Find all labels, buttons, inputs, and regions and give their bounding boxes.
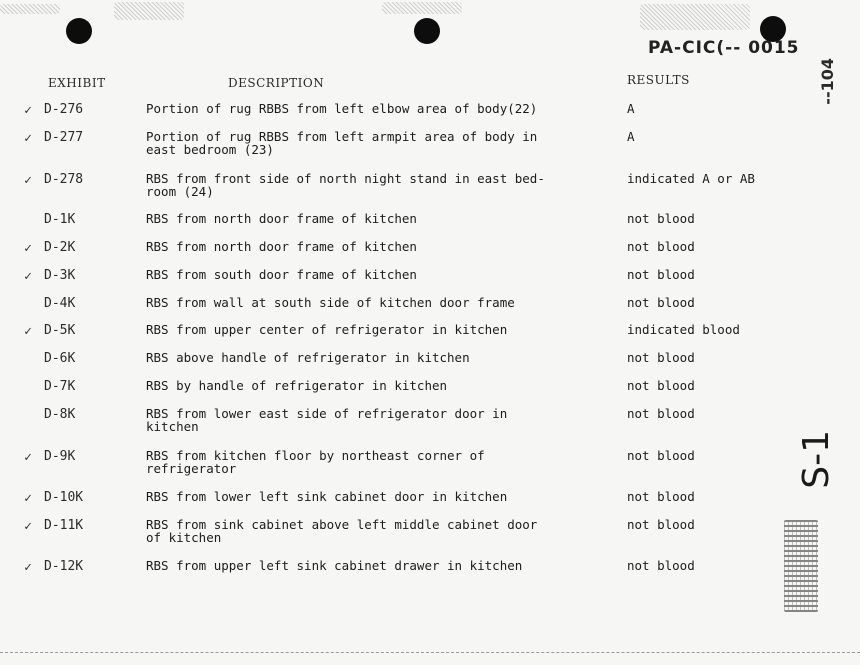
- exhibit-number: D-9K: [44, 449, 76, 464]
- description-column-header: DESCRIPTION: [228, 76, 325, 90]
- exhibit-stamp: [784, 520, 818, 612]
- exhibit-description: RBS from north door frame of kitchen: [146, 239, 417, 254]
- check-mark: ✓: [24, 103, 32, 118]
- exhibit-number: D-2K: [44, 240, 76, 255]
- check-mark: ✓: [24, 519, 32, 534]
- exhibit-description: RBS from front side of north night stand in east bed- room (24): [146, 171, 545, 199]
- exhibit-number: D-4K: [44, 296, 76, 311]
- exhibit-number: D-10K: [44, 490, 84, 505]
- check-mark: ✓: [24, 131, 32, 146]
- side-page-number: --104: [818, 58, 837, 105]
- exhibit-description: RBS from lower east side of refrigerator door in kitchen: [146, 406, 508, 434]
- results-column-header: RESULTS: [627, 73, 690, 87]
- exhibit-description: RBS above handle of refrigerator in kitchen: [146, 350, 470, 365]
- bottom-edge-line: [0, 652, 860, 653]
- exhibit-result: not blood: [627, 406, 695, 421]
- exhibit-number: D-5K: [44, 323, 76, 338]
- exhibit-result: A: [627, 101, 635, 116]
- exhibit-result: not blood: [627, 239, 695, 254]
- exhibit-number: D-6K: [44, 351, 76, 366]
- check-mark: ✓: [24, 241, 32, 256]
- scan-noise: [0, 4, 60, 14]
- scan-noise: [640, 4, 750, 30]
- hole-punch-center: [414, 18, 440, 44]
- check-mark: ✓: [24, 173, 32, 188]
- exhibit-result: not blood: [627, 211, 695, 226]
- exhibit-description: RBS from wall at south side of kitchen door frame: [146, 295, 515, 310]
- exhibit-number: D-8K: [44, 407, 76, 422]
- exhibit-description: RBS from sink cabinet above left middle cabinet door of kitchen: [146, 517, 538, 545]
- exhibit-number: D-3K: [44, 268, 76, 283]
- check-mark: ✓: [24, 324, 32, 339]
- exhibit-result: indicated A or AB: [627, 171, 755, 186]
- exhibit-result: indicated blood: [627, 322, 740, 337]
- exhibit-result: not blood: [627, 350, 695, 365]
- exhibit-description: RBS from south door frame of kitchen: [146, 267, 417, 282]
- exhibit-description: RBS by handle of refrigerator in kitchen: [146, 378, 448, 393]
- exhibit-description: RBS from upper center of refrigerator in kitchen: [146, 322, 508, 337]
- exhibit-number: D-11K: [44, 518, 84, 533]
- scan-noise: [114, 2, 184, 20]
- check-mark: ✓: [24, 269, 32, 284]
- exhibit-result: not blood: [627, 448, 695, 463]
- check-mark: ✓: [24, 450, 32, 465]
- check-mark: ✓: [24, 491, 32, 506]
- exhibit-number: D-1K: [44, 212, 76, 227]
- exhibit-number: D-276: [44, 102, 84, 117]
- exhibit-result: not blood: [627, 489, 695, 504]
- exhibit-result: not blood: [627, 558, 695, 573]
- exhibit-description: Portion of rug RBBS from left elbow area of body(22): [146, 101, 538, 116]
- exhibit-description: RBS from north door frame of kitchen: [146, 211, 417, 226]
- scan-noise: [382, 2, 462, 14]
- exhibit-column-header: EXHIBIT: [48, 76, 106, 90]
- side-exhibit-mark: S-1: [796, 430, 837, 489]
- exhibit-result: not blood: [627, 267, 695, 282]
- exhibit-number: D-278: [44, 172, 84, 187]
- exhibit-result: not blood: [627, 295, 695, 310]
- document-number: PA-CIC(-- 0015: [648, 38, 800, 58]
- check-mark: ✓: [24, 560, 32, 575]
- exhibit-number: D-12K: [44, 559, 84, 574]
- exhibit-result: not blood: [627, 517, 695, 532]
- exhibit-description: RBS from upper left sink cabinet drawer in kitchen: [146, 558, 523, 573]
- exhibit-description: RBS from lower left sink cabinet door in kitchen: [146, 489, 508, 504]
- exhibit-number: D-7K: [44, 379, 76, 394]
- exhibit-description: Portion of rug RBBS from left armpit area of body in east bedroom (23): [146, 129, 538, 157]
- exhibit-result: A: [627, 129, 635, 144]
- exhibit-result: not blood: [627, 378, 695, 393]
- hole-punch-left: [66, 18, 92, 44]
- exhibit-description: RBS from kitchen floor by northeast corner of refrigerator: [146, 448, 485, 476]
- exhibit-number: D-277: [44, 130, 84, 145]
